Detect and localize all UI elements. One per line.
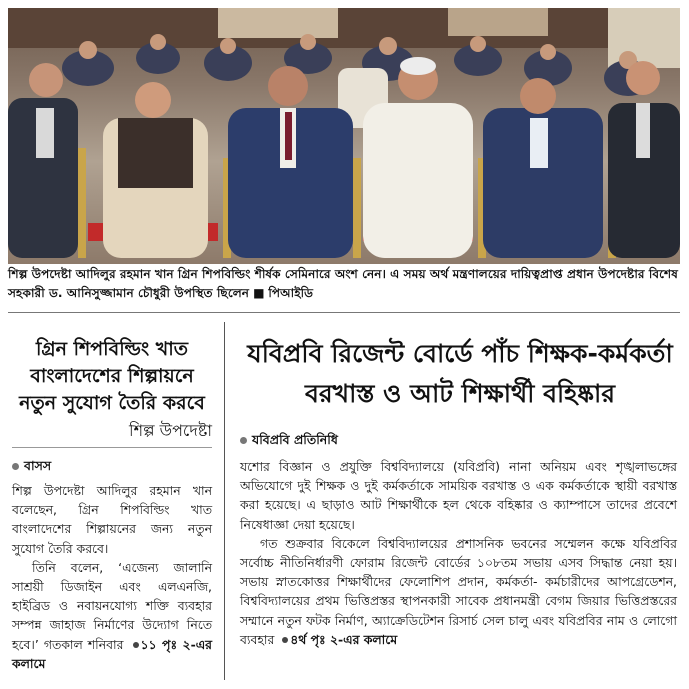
left-article-byline bbox=[12, 458, 51, 478]
caption-text: শিল্প উপদেষ্টা আদিলুর রহমান খান গ্রিন শিপবিল্ডিং শীর্ষক সেমিনারে অংশ নেন। এ সময় অর্থ মন্ত্রণালয়ের দায়িত্বপ্রাপ্ত প্রধান উপদেষ্টার বিশেষ সহকারী ড. আনিসুজ্জামান চৌধুরী উপস্থিত ছিলেন bbox=[8, 267, 678, 300]
left-para-1: শিল্প উপদেষ্টা আদিলুর রহমান খান বলেছেন, গ্রিন শিপবিল্ডিং খাত বাংলাদেশের শিল্পায়নের জন্য নতুন সুযোগ তৈরি করবে। bbox=[12, 483, 212, 556]
left-article-body bbox=[12, 481, 212, 673]
main-headline-line-1: যবিপ্রবি রিজেন্ট বোর্ডে পাঁচ শিক্ষক-কর্মকর্তা bbox=[247, 339, 673, 368]
left-headline-line-1: গ্রিন শিপবিল্ডিং খাত bbox=[35, 338, 188, 360]
byline-bullet-icon bbox=[12, 463, 19, 470]
left-article-headline bbox=[14, 336, 210, 417]
main-byline-bullet-icon bbox=[240, 437, 247, 444]
main-para-2-text: গত শুক্রবার বিকেলে বিশ্ববিদ্যালয়ের প্রশাসনিক ভবনের সম্মেলন কক্ষে যবিপ্রবির সর্বোচ্চ নীতিনির্ধারণী ফোরাম রিজেন্ট বোর্ডের ১০৮তম সভায় এসব সিদ্ধান্ত নেয়া হয়। সভায় স্নাতকোত্তর শিক্ষার্থীদের ফেলোশিপ প্রদান, কর্মকর্তা- কর্মচারীদের আপগ্রেডেশন, বিশ্ববিদ্যালয়ের প্রথম ভিত্তিপ্রস্তর স্থাপনকারী সাবেক প্রধানমন্ত্রী বেগম জিয়ার ভিত্তিপ্রস্তরের সম্মানে নতুন ফটক নির্মাণ, অ্যাক্রেডিটেশন রিসার্চ সেল চালু এবং যবিপ্রবির নাম ও লোগো ব্যবহার bbox=[240, 535, 677, 647]
caption-credit: পিআইডি bbox=[268, 286, 314, 300]
main-headline-line-2: বরখাস্ত ও আট শিক্ষার্থী বহিষ্কার bbox=[304, 379, 615, 408]
main-para-2 bbox=[240, 534, 677, 649]
column-divider bbox=[224, 322, 225, 680]
photo-caption bbox=[8, 265, 680, 303]
main-para-1: যশোর বিজ্ঞান ও প্রযুক্তি বিশ্ববিদ্যালয়ে (যবিপ্রবি) নানা অনিয়ম এবং শৃঙ্খলাভঙ্গের অভিযোগে দুই শিক্ষক ও দুই কর্মকর্তাকে সাময়িক বরখাস্ত ও এক কর্মকর্তাকে স্থায়ী বরখাস্ত করা হয়েছে। এ ছাড়াও আট শিক্ষার্থীকে হল থেকে বহিষ্কার ও ক্যাম্পাসে তাদের প্রবেশে নিষেধাজ্ঞা দেয়া হয়েছে। bbox=[240, 459, 677, 532]
main-article-headline bbox=[240, 334, 680, 414]
caption-separator-icon: ■ bbox=[252, 286, 265, 300]
left-headline-line-2: বাংলাদেশের শিল্পায়নে bbox=[30, 365, 194, 387]
left-para-2-text: তিনি বলেন, ‘এজেন্য জালানি সাশ্রয়ী ডিজাইন এবং এলএনজি, হাইব্রিড ও নবায়নযোগ্য শক্তি ব্যবহার সম্পন্ন জাহাজ নির্মাণের উদ্যোগ নিতে হবে।’ গতকাল শনিবার bbox=[12, 559, 212, 652]
main-article-byline bbox=[240, 432, 338, 452]
main-continued-bullet-icon bbox=[282, 637, 288, 643]
main-continued: ৪র্থ পৃঃ ২-এর কলামে bbox=[290, 631, 398, 647]
left-headline-line-3: নতুন সুযোগ তৈরি করবে bbox=[19, 392, 205, 414]
caption-divider bbox=[8, 312, 680, 313]
main-article-body bbox=[240, 457, 677, 649]
left-para-2 bbox=[12, 558, 212, 673]
left-continued: ১১ পৃঃ ২-এর কলামে bbox=[12, 636, 212, 671]
left-byline-text: বাসস bbox=[24, 458, 52, 473]
news-photo bbox=[8, 8, 680, 264]
seminar-audience-photo-icon bbox=[8, 8, 680, 264]
left-subhead-divider bbox=[12, 447, 212, 448]
main-byline-text: যবিপ্রবি প্রতিনিধি bbox=[252, 432, 338, 447]
continued-bullet-icon bbox=[133, 642, 139, 648]
left-article-subhead: শিল্প উপদেষ্টা bbox=[129, 421, 212, 440]
